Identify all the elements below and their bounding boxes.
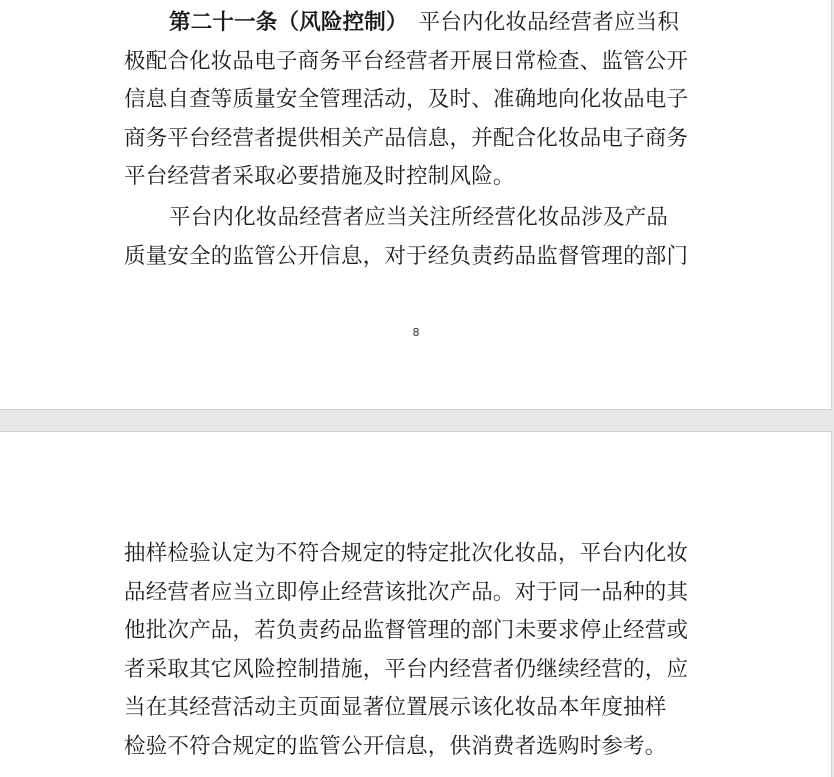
paragraph-line: 抽样检验认定为不符合规定的特定批次化妆品，平台内化妆 — [124, 541, 689, 566]
paragraph-line: 极配合化妆品电子商务平台经营者开展日常检查、监管公开 — [124, 48, 689, 74]
paragraph-line: 平台内化妆品经营者应当关注所经营化妆品涉及产品 — [169, 205, 669, 230]
paragraph-line-text: 平台内化妆品经营者应当积 — [418, 10, 680, 35]
article-21-paragraph — [124, 4, 706, 197]
document-page-9 — [0, 431, 832, 777]
article-heading: 第二十一条（风险控制） — [169, 10, 397, 35]
continued-paragraph — [124, 535, 706, 766]
second-paragraph — [124, 199, 706, 276]
paragraph-line: 信息自查等质量安全管理活动，及时、准确地向化妆品电子 — [124, 87, 689, 112]
paragraph-line: 品经营者应当立即停止经营该批次产品。对于同一品种的其 — [124, 579, 689, 605]
paragraph-line — [124, 4, 706, 43]
paragraph-line: 平台经营者采取必要措施及时控制风险。 — [124, 164, 515, 189]
page-number: 8 — [412, 326, 420, 339]
paragraph-line: 他批次产品，若负责药品监督管理的部门未要求停止经营或 — [124, 618, 689, 643]
paragraph-line: 检验不符合规定的监管公开信息，供消费者选购时参考。 — [124, 733, 667, 759]
paragraph-line: 质量安全的监管公开信息，对于经负责药品监督管理的部门 — [124, 243, 689, 269]
paragraph-line: 者采取其它风险控制措施，平台内经营者仍继续经营的，应 — [124, 656, 689, 682]
paragraph-line: 商务平台经营者提供相关产品信息，并配合化妆品电子商务 — [124, 125, 689, 151]
paragraph-line: 当在其经营活动主页面显著位置展示该化妆品本年度抽样 — [124, 695, 667, 720]
heading-spacer — [397, 10, 419, 35]
